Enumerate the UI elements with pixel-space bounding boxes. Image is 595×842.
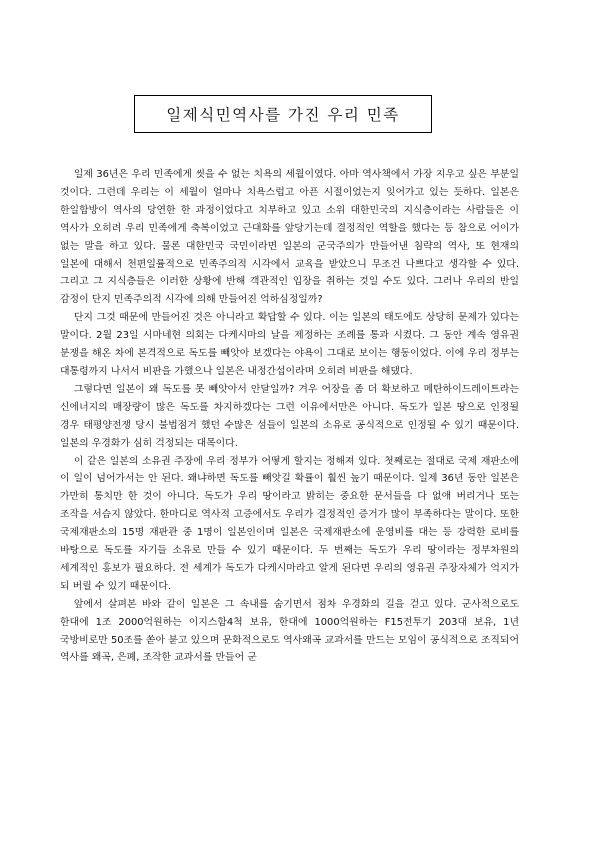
paragraph-3: 그렇다면 일본이 왜 독도를 못 빼앗아서 안달일까? 겨우 어장을 좀 더 확보하고 메탄하이드레이트라는 신에너지의 매장량이 많은 독도를 차지하겠다는 그런 이유에서만은 아니다. 독도가 일본 땅으로 인정될 경우 태평양전쟁 당시 불법점거 했던 수많은 섬들이 일본의 소유로 공식적으로 인정될 수 있기 때문이다. 일본의 우경화가 심히 걱정되는 대목이다. <box>60 383 519 449</box>
paragraph-5: 앞에서 살펴본 바와 같이 일본은 그 속내를 숨기면서 점차 우경화의 길을 걷고 있다. 군사적으로도 한대에 1조 2000억원하는 이지스함4척 보유, 한대에 1000억원하는 F15전투기 203대 보유, 1년 국방비로만 50조를 쏟아 붇고 있으며 문화적으로도 역사왜곡 교과서를 만드는 모임이 공식적으로 조직되어 역사를 왜곡, 은폐, 조작한 교과서를 만들어 군 <box>60 598 519 664</box>
document-title: 일제식민역사를 가진 우리 민족 <box>134 95 432 133</box>
document-body <box>60 166 519 667</box>
paragraph-4: 이 같은 일본의 소유권 주장에 우리 정부가 어떻게 할지는 정해져 있다. 첫째로는 절대로 국제 재판소에 이 일이 넘어가서는 안 된다. 왜냐하면 독도를 빼앗길 확률이 훨씬 높기 때문이다. 일제 36년 동안 일본은 가만히 통치만 한 것이 아니다. 독도가 우리 땅이라고 밝히는 중요한 문서들을 다 없애 버리거나 또는 조작을 서슴지 않았다. 한마디로 역사적 고증에서도 우리가 결정적인 증거가 많이 부족하다는 말이다. 또한 국제재판소의 15명 재판관 중 1명이 일본인이며 일본은 국제재판소에 운영비를 대는 등 강력한 로비를 바탕으로 독도를 자기들 소유로 만들 수 있기 때문이다. 두 번째는 독도가 우리 땅이라는 정부차원의 세계적인 홍보가 필요하다. 전 세계가 독도가 다케시마라고 알게 된다면 우리의 영유권 주장자체가 억지가 되 버릴 수 있기 때문이다. <box>60 455 519 592</box>
paragraph-1: 일제 36년은 우리 민족에게 씻을 수 없는 치욕의 세월이였다. 아마 역사책에서 가장 지우고 싶은 부분일 것이다. 그런데 우리는 이 세월이 얼마나 치욕스럽고 아픈 시절이었는지 잊어가고 있는 듯하다. 일본은 한일합방이 역사의 당연한 한 과정이었다고 치부하고 있고 소위 대한민국의 지식층이라는 사람들은 이 역사가 오히려 우리 민족에게 축복이었고 근대화를 앞당기는데 결정적인 역할을 했다는 등 참으로 어이가 없는 말을 하고 있다. 물론 대한민국 국민이라면 일본의 군국주의가 만들어낸 침략의 역사, 또 현재의 일본에 대해서 천편일률적으로 민족주의적 시각에서 교육을 받았으니 무조건 나쁘다고 생각할 수 있다. 그리고 그 지식층들은 이러한 상황에 반해 객관적인 입장을 취하는 것일 수도 있다. 그러나 우리의 반일 감정이 단지 민족주의적 시각에 의해 만들어진 억하심정일까? <box>60 169 519 306</box>
paragraph-2: 단지 그것 때문에 만들어진 것은 아니라고 확답할 수 있다. 이는 일본의 태도에도 상당히 문제가 있다는 말이다. 2월 23일 시마네현 의회는 다케시마의 날을 제정하는 조례를 통과 시켰다. 그 동안 계속 영유권 분쟁을 해온 차에 본격적으로 독도를 빼앗아 보겠다는 야욕이 그대로 보이는 행동이었다. 이에 우리 정부는 대통령까지 나서서 비판을 가했으나 일본은 내정간섭이라며 오히려 비판을 해댔다. <box>60 312 519 377</box>
